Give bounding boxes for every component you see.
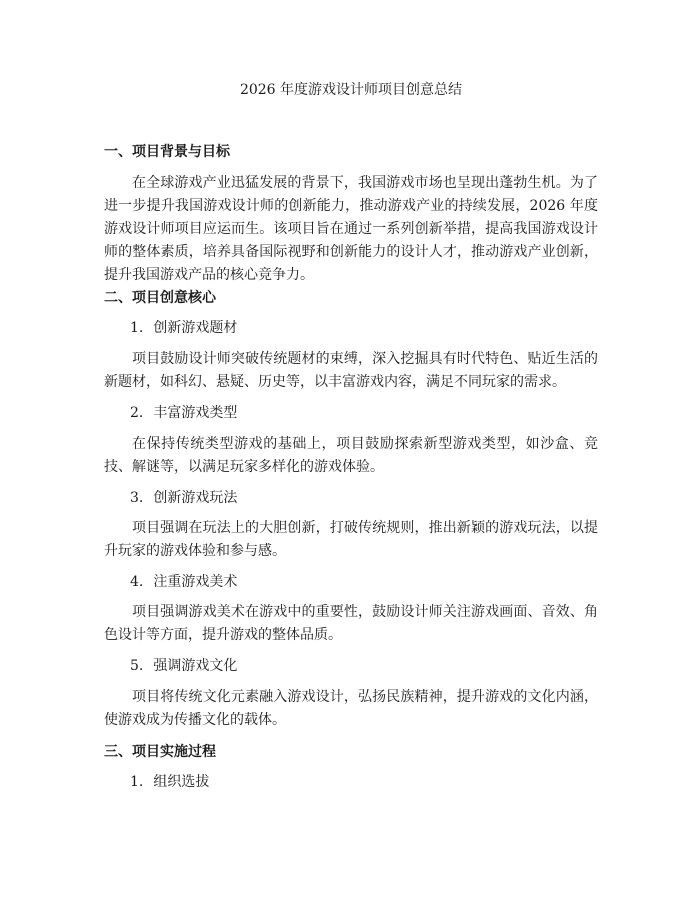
- item-paragraph: 在保持传统类型游戏的基础上，项目鼓励探索新型游戏类型，如沙盒、竞技、解谜等，以满足玩家多样化的游戏体验。: [104, 436, 598, 475]
- section-heading-core: 二、项目创意核心: [104, 290, 216, 306]
- list-item-label: 组织选拔: [153, 774, 210, 790]
- list-item: [130, 656, 237, 676]
- list-item-label: 丰富游戏类型: [153, 405, 238, 421]
- list-item-label: 注重游戏美术: [153, 574, 238, 590]
- section-paragraph-background: 在全球游戏产业迅猛发展的背景下，我国游戏市场也呈现出蓬勃生机。为了进一步提升我国游戏设计师的创新能力，推动游戏产业的持续发展，2026 年度游戏设计师项目应运而生。该项目旨在通过一系列创新举措，提高我国游戏设计师的整体素质，培养具备国际视野和创新能力的设计人才，推动游戏产业创新，提升我国游戏产品的核心竞争力。: [104, 175, 598, 283]
- list-item: [130, 772, 209, 792]
- list-item: [130, 572, 237, 592]
- item-paragraph: 项目强调在玩法上的大胆创新，打破传统规则，推出新颖的游戏玩法，以提升玩家的游戏体验和参与感。: [104, 520, 598, 559]
- list-item-label: 创新游戏题材: [153, 320, 238, 336]
- item-paragraph: 项目将传统文化元素融入游戏设计，弘扬民族精神，提升游戏的文化内涵，使游戏成为传播文化的载体。: [104, 689, 598, 728]
- list-item-number: 4.: [130, 574, 144, 590]
- list-item: [130, 488, 237, 508]
- item-paragraph: 项目强调游戏美术在游戏中的重要性，鼓励设计师关注游戏画面、音效、角色设计等方面，提升游戏的整体品质。: [104, 604, 598, 643]
- list-item-number: 3.: [130, 490, 144, 506]
- list-item-number: 2.: [130, 405, 144, 421]
- list-item-number: 5.: [130, 658, 144, 674]
- section-heading-background: 一、项目背景与目标: [104, 144, 230, 160]
- document-title: 2026 年度游戏设计师项目创意总结: [239, 82, 463, 98]
- item-paragraph: 项目鼓励设计师突破传统题材的束缚，深入挖掘具有时代特色、贴近生活的新题材，如科幻、悬疑、历史等，以丰富游戏内容，满足不同玩家的需求。: [104, 351, 598, 390]
- list-item-number: 1.: [130, 774, 144, 790]
- list-item-label: 强调游戏文化: [153, 658, 238, 674]
- list-item: [130, 403, 237, 423]
- section-heading-process: 三、项目实施过程: [104, 744, 216, 760]
- list-item-label: 创新游戏玩法: [153, 490, 238, 506]
- list-item-number: 1.: [130, 320, 144, 336]
- list-item: [130, 318, 237, 338]
